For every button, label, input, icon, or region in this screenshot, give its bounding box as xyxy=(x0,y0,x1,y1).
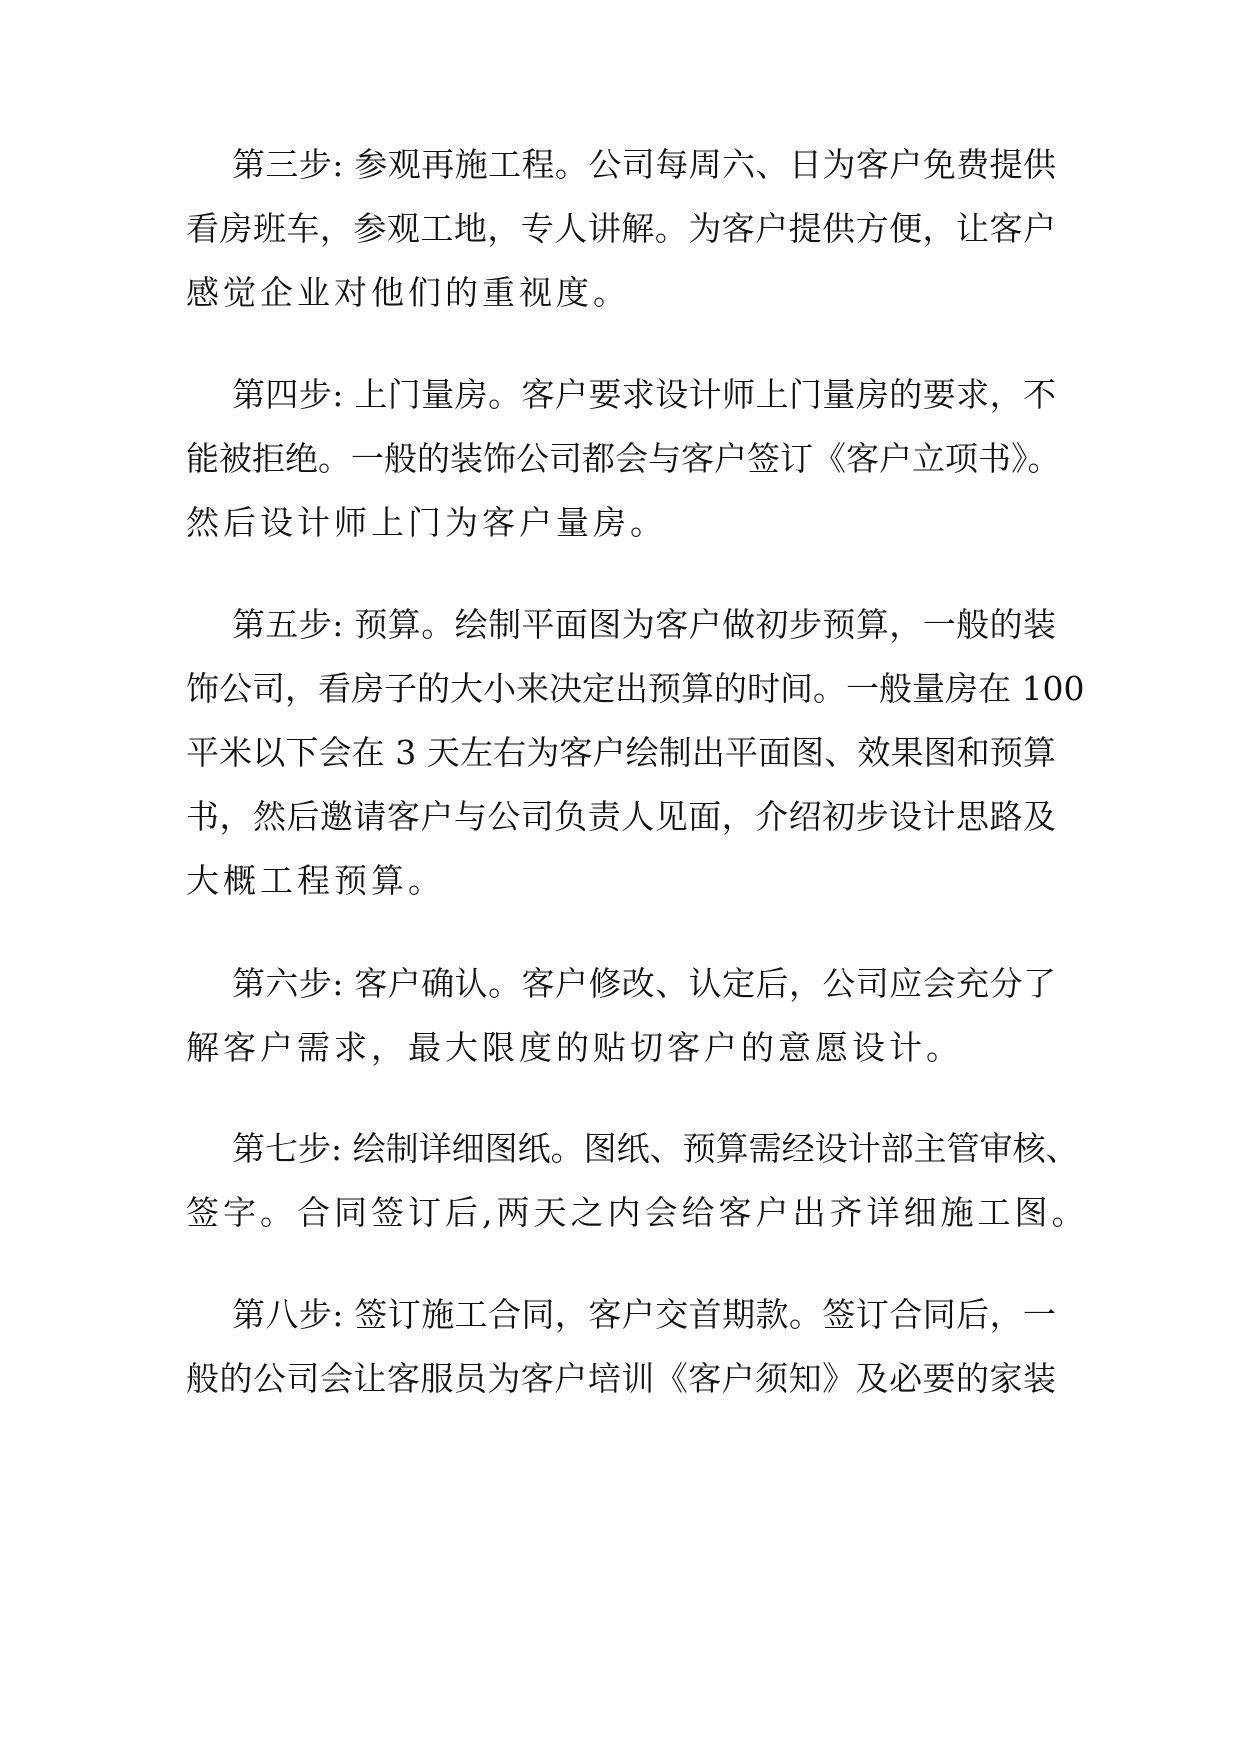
paragraph-step-4 xyxy=(186,363,1061,555)
paragraph-line: 看房班车，参观工地，专人讲解。为客户提供方便，让客户 xyxy=(186,209,1056,248)
paragraph-line: 第五步: 预算。绘制平面图为客户做初步预算，一般的装 xyxy=(232,605,1056,644)
paragraph-line: 能被拒绝。一般的装饰公司都会与客户签订《客户立项书》。 xyxy=(186,439,1061,478)
paragraph-step-8 xyxy=(186,1283,1056,1411)
paragraph-step-3 xyxy=(186,133,1056,325)
paragraph-line: 感觉企业对他们的重视度。 xyxy=(186,273,630,312)
paragraph-line: 大概工程预算。 xyxy=(186,861,445,900)
paragraph-line: 第三步: 参观再施工程。公司每周六、日为客户免费提供 xyxy=(232,145,1056,184)
paragraph-step-6 xyxy=(186,952,1056,1080)
paragraph-line: 平米以下会在 3 天左右为客户绘制出平面图、效果图和预算 xyxy=(186,733,1056,772)
paragraph-line: 书，然后邀请客户与公司负责人见面，介绍初步设计思路及 xyxy=(186,797,1056,836)
paragraph-line: 第八步: 签订施工合同，客户交首期款。签订合同后，一 xyxy=(232,1295,1056,1334)
paragraph-line: 第六步: 客户确认。客户修改、认定后，公司应会充分了 xyxy=(232,964,1056,1003)
paragraph-step-5 xyxy=(186,593,1085,913)
paragraph-line: 般的公司会让客服员为客户培训《客户须知》及必要的家装 xyxy=(186,1359,1056,1398)
paragraph-step-7 xyxy=(186,1117,1089,1245)
paragraph-line: 签字。合同签订后,两天之内会给客户出齐详细施工图。 xyxy=(186,1193,1089,1232)
paragraph-line: 第七步: 绘制详细图纸。图纸、预算需经设计部主管审核、 xyxy=(232,1129,1079,1168)
paragraph-line: 解客户需求，最大限度的贴切客户的意愿设计。 xyxy=(186,1028,963,1067)
paragraph-line: 然后设计师上门为客户量房。 xyxy=(186,503,667,542)
paragraph-line: 第四步: 上门量房。客户要求设计师上门量房的要求，不 xyxy=(232,375,1056,414)
paragraph-line: 饰公司，看房子的大小来决定出预算的时间。一般量房在 100 xyxy=(186,669,1085,708)
